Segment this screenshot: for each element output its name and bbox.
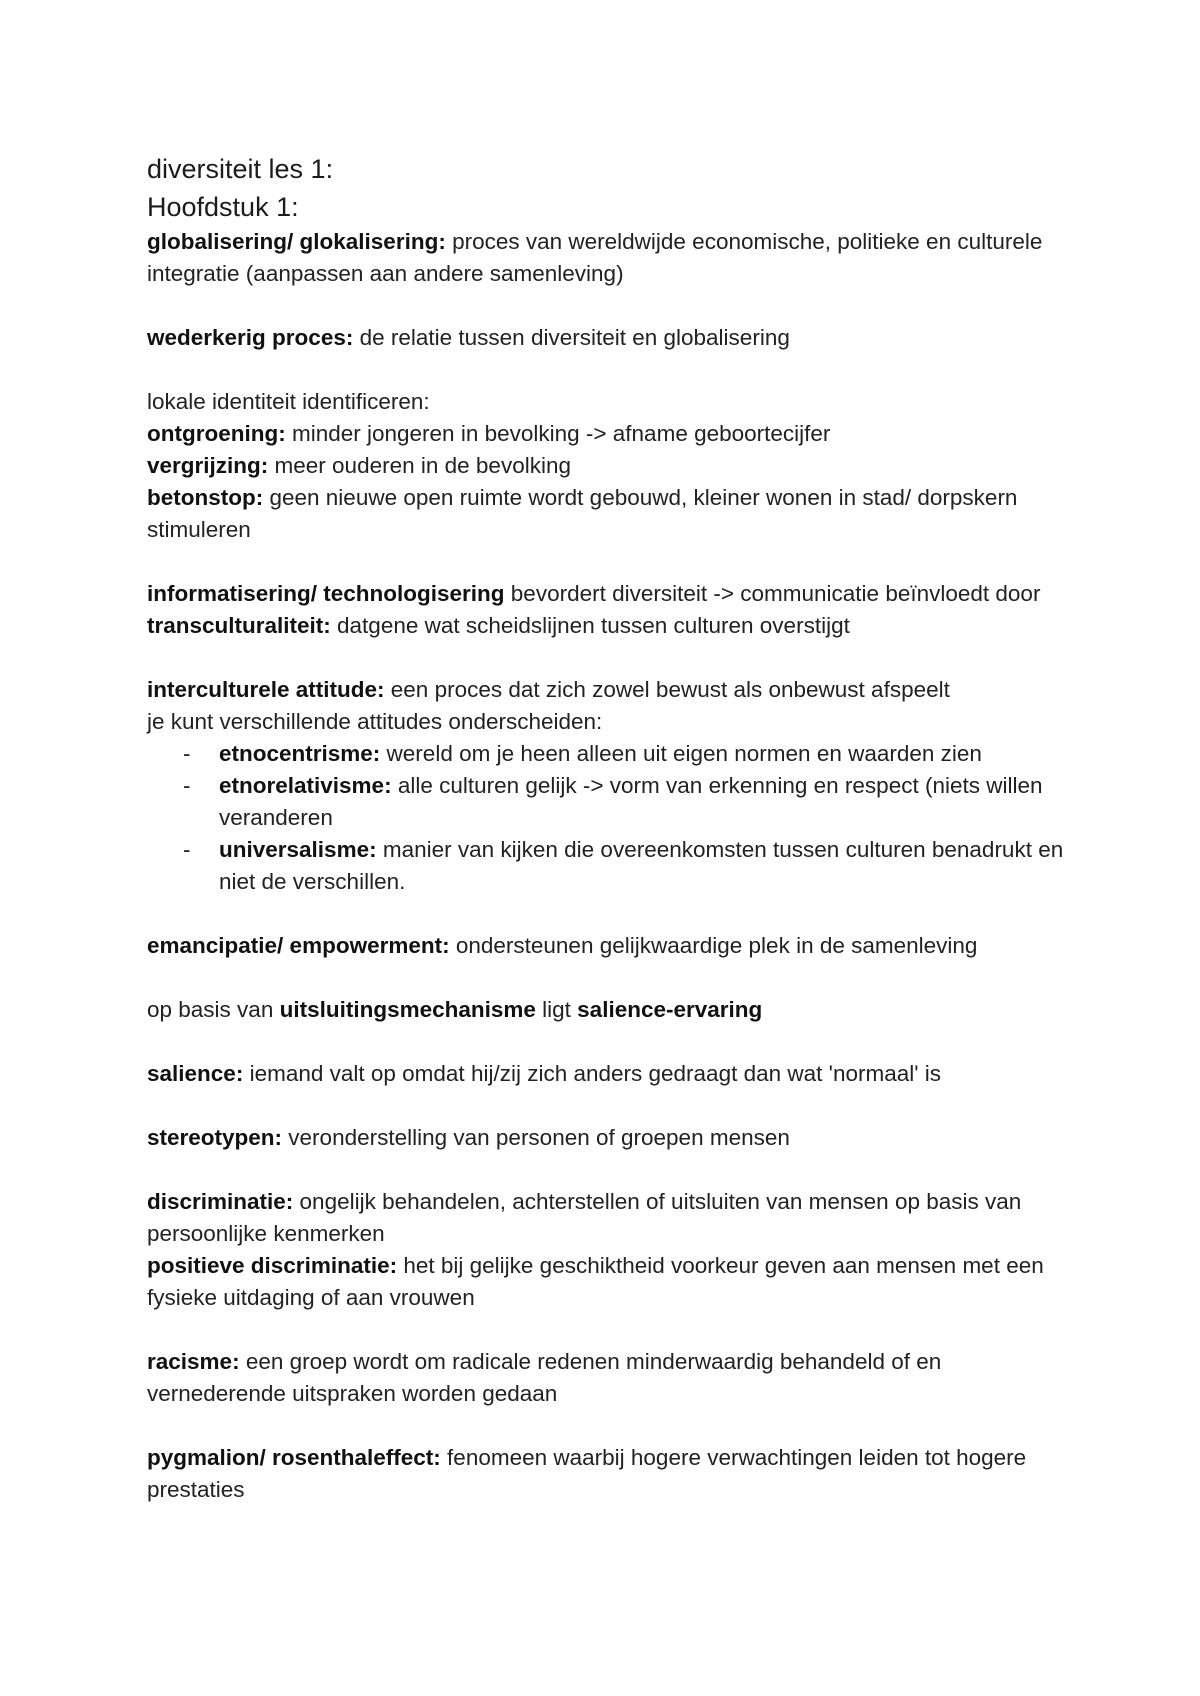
term: betonstop: (147, 485, 264, 510)
definition-text: ongelijk behandelen, achterstellen of uitsluiten van mensen op basis van persoonlijke kenmerken (147, 1189, 1022, 1246)
definition-emancipatie (147, 930, 1077, 962)
term: informatisering/ technologisering (147, 581, 505, 606)
definition-informatisering (147, 578, 1077, 642)
list-item (147, 834, 1077, 898)
bullet-dash: - (183, 741, 191, 766)
paragraph-intro: lokale identiteit identificeren: (147, 389, 430, 414)
bullet-dash: - (183, 773, 191, 798)
definition-text: proces van wereldwijde economische, politieke en culturele integratie (aanpassen aan andere samenleving) (147, 229, 1043, 286)
definition-globalisering (147, 226, 1077, 290)
definition-text: wereld om je heen alleen uit eigen normen en waarden zien (380, 741, 982, 766)
definition-text: het bij gelijke geschiktheid voorkeur geven aan mensen met een fysieke uitdaging of aan vrouwen (147, 1253, 1044, 1310)
definition-racisme (147, 1346, 1077, 1410)
list-item (147, 738, 1077, 770)
definition-text: minder jongeren in bevolking -> afname geboortecijfer (285, 421, 831, 446)
definition-betonstop (147, 482, 1077, 546)
term: universalisme: (219, 837, 377, 862)
document-page (147, 150, 1077, 1506)
term: etnocentrisme: (219, 741, 381, 766)
paragraph-uitsluiting (147, 994, 1077, 1026)
term: interculturele attitude: (147, 677, 385, 702)
term: globalisering/ glokalisering: (147, 229, 446, 254)
definition-text: bevordert diversiteit -> communicatie beïnvloedt door (504, 581, 1041, 606)
definition-text: de relatie tussen diversiteit en globalisering (353, 325, 790, 350)
attitude-list (147, 738, 1077, 898)
term: stereotypen: (147, 1125, 283, 1150)
paragraph-intro: je kunt verschillende attitudes onderscheiden: (147, 709, 603, 734)
list-item (147, 770, 1077, 834)
definition-wederkerig-proces (147, 322, 1077, 354)
definition-text: iemand valt op omdat hij/zij zich anders gedraagt dan wat 'normaal' is (243, 1061, 942, 1086)
definition-pygmalion (147, 1442, 1077, 1506)
definition-text: een proces dat zich zowel bewust als onbewust afspeelt (384, 677, 950, 702)
document-title: diversiteit les 1: (147, 154, 334, 184)
definition-vergrijzing (147, 450, 1077, 482)
bullet-dash: - (183, 837, 191, 862)
definition-text: alle culturen gelijk -> vorm van erkenning en respect (niets willen veranderen (219, 773, 1043, 830)
term: vergrijzing: (147, 453, 269, 478)
term: ontgroening: (147, 421, 286, 446)
term: etnorelativisme: (219, 773, 392, 798)
definition-interculturele-attitude (147, 674, 1077, 706)
text: ligt (535, 997, 578, 1022)
term: uitsluitingsmechanisme (279, 997, 536, 1022)
term: emancipatie/ empowerment: (147, 933, 450, 958)
definition-positieve-discriminatie (147, 1250, 1077, 1314)
definition-text: manier van kijken die overeenkomsten tussen culturen benadrukt en niet de verschillen. (219, 837, 1064, 894)
definition-text: veronderstelling van personen of groepen mensen (282, 1125, 790, 1150)
term: salience: (147, 1061, 244, 1086)
term: pygmalion/ rosenthaleffect: (147, 1445, 441, 1470)
definition-text: fenomeen waarbij hogere verwachtingen leiden tot hogere prestaties (147, 1445, 1027, 1502)
definition-stereotypen (147, 1122, 1077, 1154)
definition-text: ondersteunen gelijkwaardige plek in de samenleving (449, 933, 978, 958)
term: wederkerig proces: (147, 325, 354, 350)
term: positieve discriminatie: (147, 1253, 398, 1278)
definition-discriminatie (147, 1186, 1077, 1250)
term: discriminatie: (147, 1189, 294, 1214)
term: racisme: (147, 1349, 240, 1374)
definition-text: datgene wat scheidslijnen tussen culturen overstijgt (330, 613, 850, 638)
text: op basis van (147, 997, 280, 1022)
definition-text: meer ouderen in de bevolking (268, 453, 571, 478)
definition-ontgroening (147, 418, 1077, 450)
term: salience-ervaring (577, 997, 763, 1022)
definition-text: een groep wordt om radicale redenen minderwaardig behandeld of en vernederende uitspraken worden gedaan (147, 1349, 942, 1406)
term: transculturaliteit: (147, 613, 331, 638)
chapter-heading: Hoofdstuk 1: (147, 192, 299, 222)
definition-text: geen nieuwe open ruimte wordt gebouwd, kleiner wonen in stad/ dorpskern stimuleren (147, 485, 1018, 542)
definition-salience (147, 1058, 1077, 1090)
